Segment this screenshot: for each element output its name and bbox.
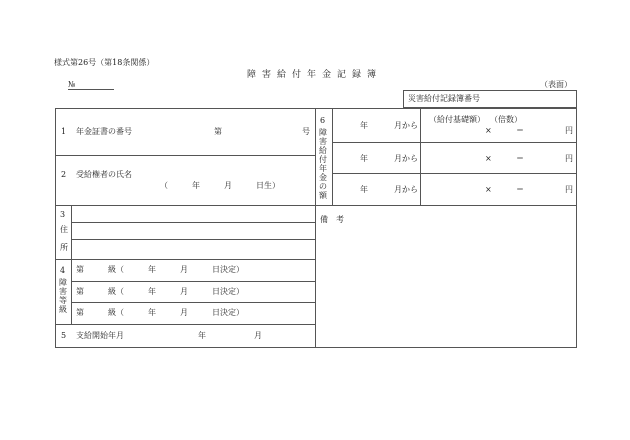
page-title: 障害給付年金記録簿 xyxy=(247,70,383,80)
section1-dai: 第 xyxy=(214,127,222,136)
form-number: 様式第26号（第18条関係） xyxy=(54,58,155,67)
section6-row1-year: 年 xyxy=(360,121,368,130)
section5-year: 年 xyxy=(198,331,206,340)
remarks-label: 備 考 xyxy=(320,215,344,224)
section6-col-base: （給付基礎額） xyxy=(429,115,485,124)
row-divider-3 xyxy=(55,259,315,260)
grade-row-3: 第 級（ 年 月 日決定） xyxy=(76,308,244,317)
grade-row-2: 第 級（ 年 月 日決定） xyxy=(76,287,244,296)
section6-row1-yen: 円 xyxy=(565,126,573,135)
grade-line-1 xyxy=(71,281,315,282)
record-no-underline xyxy=(68,89,114,90)
grade-row-1: 第 級（ 年 月 日決定） xyxy=(76,265,244,274)
section1-go: 号 xyxy=(302,127,310,136)
row-divider-2 xyxy=(55,205,315,206)
section6-row2-yen: 円 xyxy=(565,154,573,163)
section6-label-divider xyxy=(332,108,333,205)
row-divider-4 xyxy=(55,324,315,325)
section6-row-line-1 xyxy=(332,142,577,143)
section6-row2-times: × xyxy=(485,154,492,163)
address-line-2 xyxy=(71,239,315,240)
section6-row3-from: 月から xyxy=(394,185,418,194)
section6-row-line-2 xyxy=(332,173,577,174)
section6-row2-year: 年 xyxy=(360,154,368,163)
grade-line-2 xyxy=(71,302,315,303)
section6-number: 6 xyxy=(320,116,326,125)
section6-label: 障害給付年金の額 xyxy=(319,128,327,200)
section5-label: 支給開始年月 xyxy=(76,331,124,340)
section2-birth: （ 年 月 日生） xyxy=(160,181,280,190)
record-no-label: № xyxy=(68,80,76,89)
section3-label-1: 住 xyxy=(60,225,68,234)
side-label: （表面） xyxy=(540,80,572,89)
column-divider xyxy=(315,108,316,348)
section6-row1-from: 月から xyxy=(394,121,418,130)
section6-row1-equals: ＝ xyxy=(516,126,524,135)
section6-row3-year: 年 xyxy=(360,185,368,194)
section4-number: 4 xyxy=(60,266,66,275)
section1-label: 年金証書の番号 xyxy=(76,127,132,136)
section3-number: 3 xyxy=(60,210,66,219)
section6-row3-equals: ＝ xyxy=(516,185,524,194)
section6-row1-times: × xyxy=(485,126,492,135)
section5-number: 5 xyxy=(61,331,67,340)
section6-col-days: （倍数） xyxy=(490,115,522,124)
address-line-1 xyxy=(71,222,315,223)
section4-label: 障害等級 xyxy=(59,278,67,314)
section6-row2-equals: ＝ xyxy=(516,154,524,163)
section6-amount-divider xyxy=(420,108,421,205)
section6-bottom-line xyxy=(315,205,577,206)
section2-label: 受給権者の氏名 xyxy=(76,170,132,179)
section2-number: 2 xyxy=(61,170,67,179)
row-divider-1 xyxy=(55,155,315,156)
section6-row2-from: 月から xyxy=(394,154,418,163)
section3-label-2: 所 xyxy=(60,243,68,252)
record-number-label: 災害給付記録簿番号 xyxy=(408,94,480,103)
section6-row3-times: × xyxy=(485,185,492,194)
section6-row3-yen: 円 xyxy=(565,185,573,194)
section5-month: 月 xyxy=(254,331,262,340)
label-column-divider xyxy=(71,205,72,324)
section1-number: 1 xyxy=(61,127,67,136)
